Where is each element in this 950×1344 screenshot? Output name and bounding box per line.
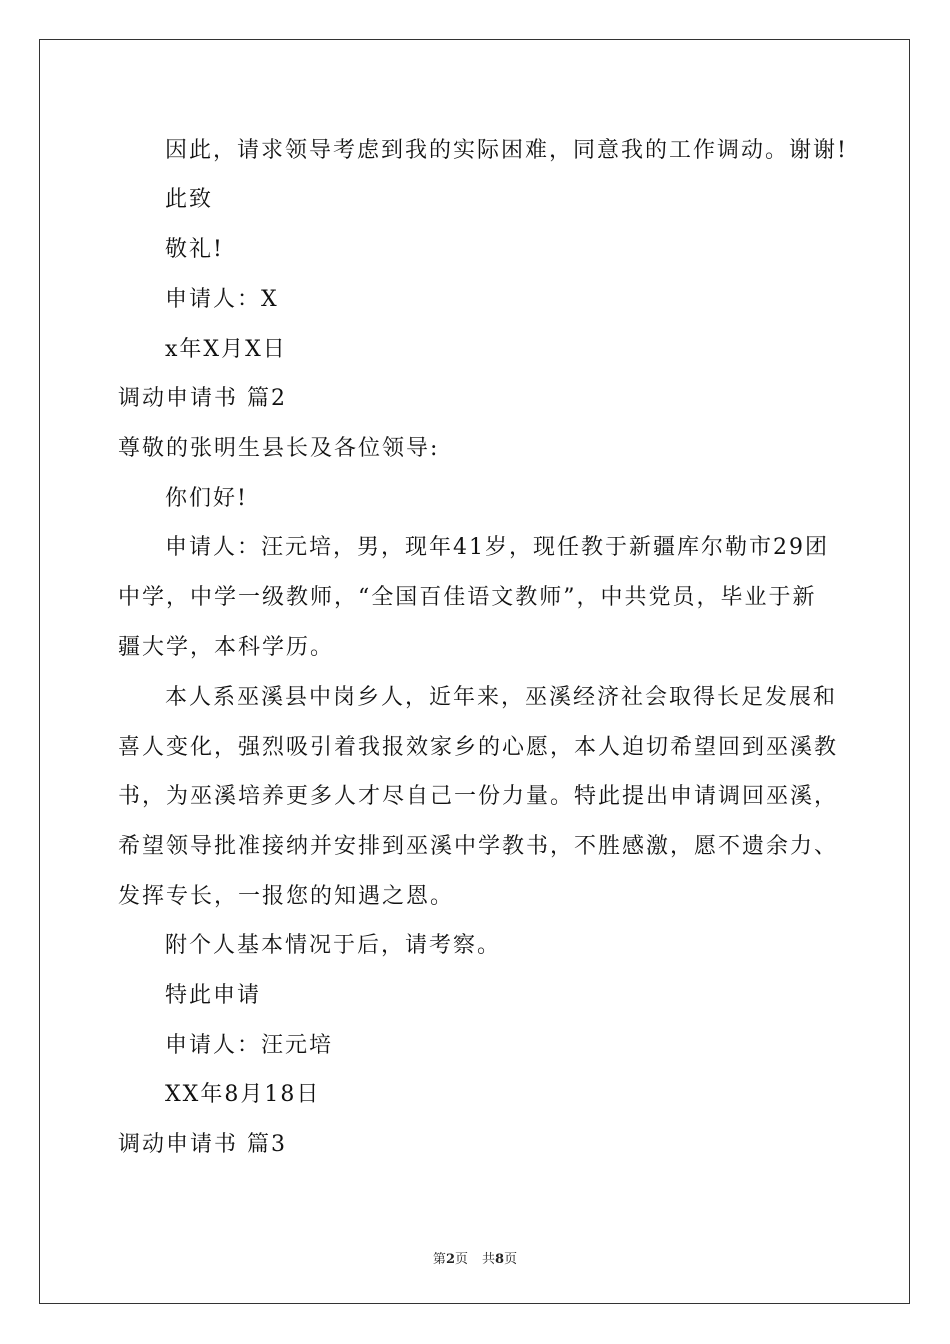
paragraph-line: 中学，中学一级教师，“全国百佳语文教师”，中共党员，毕业于新 (118, 585, 817, 610)
paragraph-line: 申请人：汪元培，男，现年41岁，现任教于新疆库尔勒市29团 (165, 535, 829, 560)
attachment-note: 附个人基本情况于后，请考察。 (165, 933, 502, 958)
total-prefix: 共 (482, 1252, 496, 1267)
section-heading-2: 调动申请书 篇2 (118, 386, 287, 411)
special-request-line: 特此申请 (165, 983, 262, 1008)
applicant-signature: 申请人：X (165, 287, 279, 312)
applicant-signature-2: 申请人：汪元培 (165, 1033, 334, 1058)
salutation-jingli: 敬礼! (165, 237, 224, 262)
paragraph-line: 发挥专长，一报您的知遇之恩。 (118, 884, 455, 909)
salutation-cizhi: 此致 (165, 187, 214, 212)
paragraph-line: 希望领导批准接纳并安排到巫溪中学教书，不胜感激，愿不遗余力、 (118, 834, 839, 859)
page-prefix: 第 (432, 1252, 446, 1267)
total-pages: 8 (495, 1252, 505, 1267)
closing-request-line: 因此，请求领导考虑到我的实际困难，同意我的工作调动。谢谢! (165, 138, 848, 163)
paragraph-line: 喜人变化，强烈吸引着我报效家乡的心愿，本人迫切希望回到巫溪教 (118, 735, 839, 760)
paragraph-line: 疆大学，本科学历。 (118, 635, 335, 660)
total-suffix: 页 (504, 1252, 518, 1267)
section-heading-3: 调动申请书 篇3 (118, 1132, 287, 1157)
greeting-line: 你们好! (165, 486, 248, 511)
page-footer (0, 1248, 950, 1267)
addressee-line: 尊敬的张明生县长及各位领导: (118, 436, 440, 461)
paragraph-line: 书，为巫溪培养更多人才尽自己一份力量。特此提出申请调回巫溪， (118, 784, 839, 809)
signature-date-2: XX年8月18日 (165, 1082, 321, 1107)
page-number: 2 (445, 1252, 455, 1267)
paragraph-line: 本人系巫溪县中岗乡人，近年来，巫溪经济社会取得长足发展和 (165, 685, 838, 710)
page-border (39, 39, 910, 1304)
page-suffix: 页 (454, 1252, 468, 1267)
signature-date: x年X月X日 (165, 337, 287, 362)
